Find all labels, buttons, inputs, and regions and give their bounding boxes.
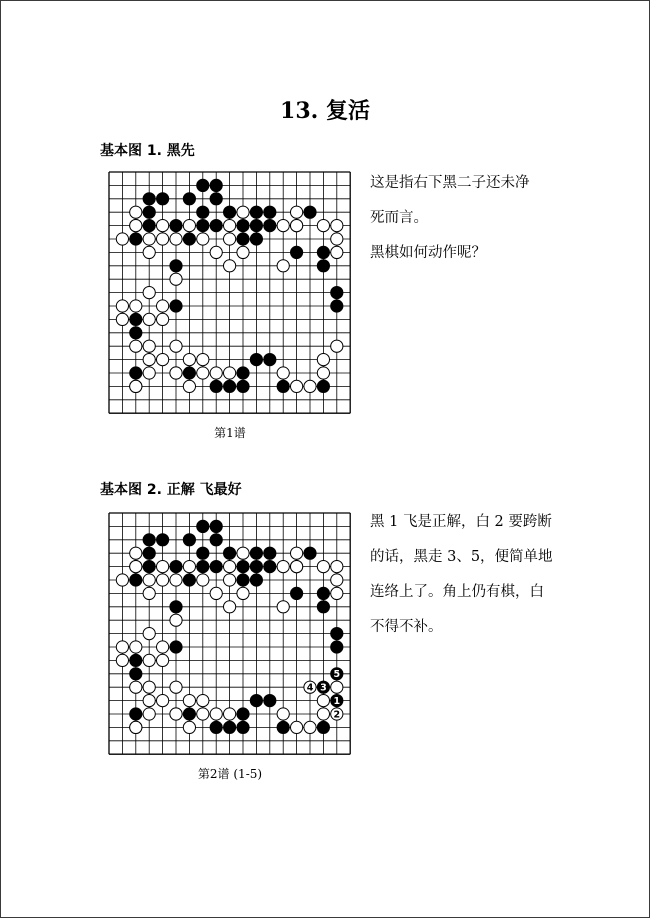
white-stone bbox=[224, 233, 236, 245]
black-stone bbox=[317, 587, 329, 599]
white-stone bbox=[170, 367, 182, 379]
white-stone bbox=[331, 681, 343, 693]
black-stone bbox=[331, 628, 343, 640]
white-stone bbox=[331, 561, 343, 573]
description-line: 黑棋如何动作呢？ bbox=[370, 245, 486, 261]
white-stone bbox=[331, 574, 343, 586]
black-stone bbox=[237, 380, 249, 392]
black-stone bbox=[210, 179, 222, 191]
white-stone bbox=[331, 587, 343, 599]
description-line: 的话，黑走 3、5，便简单地 bbox=[370, 549, 553, 565]
black-stone bbox=[237, 708, 249, 720]
white-stone bbox=[143, 628, 155, 640]
white-stone bbox=[224, 260, 236, 272]
black-stone bbox=[237, 233, 249, 245]
black-stone bbox=[183, 708, 195, 720]
white-stone bbox=[183, 721, 195, 733]
black-stone bbox=[250, 695, 262, 707]
black-stone bbox=[143, 534, 155, 546]
white-stone bbox=[331, 220, 343, 232]
white-stone bbox=[291, 380, 303, 392]
black-stone bbox=[264, 547, 276, 559]
diagram-2-caption: 第2谱 (1-5) bbox=[197, 767, 263, 781]
white-stone bbox=[224, 561, 236, 573]
black-stone bbox=[237, 367, 249, 379]
white-stone bbox=[183, 380, 195, 392]
black-stone bbox=[197, 520, 209, 532]
white-stone bbox=[143, 246, 155, 258]
go-board-diagram-1 bbox=[108, 171, 352, 415]
move-number-label: 5 bbox=[333, 669, 341, 681]
white-stone bbox=[224, 220, 236, 232]
black-stone bbox=[130, 654, 142, 666]
white-stone bbox=[130, 681, 142, 693]
black-stone bbox=[264, 695, 276, 707]
white-stone bbox=[170, 708, 182, 720]
black-stone bbox=[130, 668, 142, 680]
white-stone bbox=[130, 340, 142, 352]
black-stone bbox=[264, 220, 276, 232]
white-stone bbox=[183, 561, 195, 573]
white-stone bbox=[224, 601, 236, 613]
white-stone bbox=[237, 587, 249, 599]
white-stone bbox=[317, 708, 329, 720]
black-stone bbox=[210, 193, 222, 205]
white-stone bbox=[143, 654, 155, 666]
white-stone bbox=[224, 708, 236, 720]
white-stone bbox=[130, 220, 142, 232]
white-stone bbox=[143, 313, 155, 325]
white-stone bbox=[291, 721, 303, 733]
black-stone bbox=[143, 206, 155, 218]
diagram-1-caption: 第1谱 bbox=[214, 426, 246, 440]
black-stone bbox=[210, 721, 222, 733]
black-stone bbox=[317, 380, 329, 392]
black-stone bbox=[291, 246, 303, 258]
black-stone bbox=[224, 380, 236, 392]
white-stone bbox=[317, 220, 329, 232]
white-stone bbox=[331, 246, 343, 258]
white-stone bbox=[317, 354, 329, 366]
description-line: 这是指右下黑二子还未净 bbox=[370, 175, 530, 191]
white-stone bbox=[197, 708, 209, 720]
white-stone bbox=[157, 561, 169, 573]
black-stone bbox=[317, 601, 329, 613]
description-line: 连络上了。角上仍有棋，白 bbox=[370, 584, 544, 600]
white-stone bbox=[116, 574, 128, 586]
black-stone bbox=[183, 534, 195, 546]
black-stone bbox=[130, 233, 142, 245]
white-stone bbox=[291, 561, 303, 573]
black-stone bbox=[143, 547, 155, 559]
black-stone bbox=[170, 300, 182, 312]
black-stone bbox=[250, 206, 262, 218]
black-stone bbox=[317, 721, 329, 733]
black-stone bbox=[210, 520, 222, 532]
black-stone bbox=[130, 313, 142, 325]
white-stone bbox=[157, 233, 169, 245]
white-stone bbox=[130, 721, 142, 733]
white-stone bbox=[143, 233, 155, 245]
black-stone bbox=[170, 220, 182, 232]
white-stone bbox=[224, 574, 236, 586]
white-stone bbox=[116, 233, 128, 245]
black-stone bbox=[277, 721, 289, 733]
black-stone bbox=[197, 179, 209, 191]
black-stone bbox=[250, 354, 262, 366]
white-stone bbox=[143, 354, 155, 366]
white-stone bbox=[224, 367, 236, 379]
black-stone bbox=[210, 534, 222, 546]
white-stone bbox=[157, 695, 169, 707]
black-stone bbox=[170, 260, 182, 272]
white-stone bbox=[143, 287, 155, 299]
black-stone bbox=[237, 220, 249, 232]
white-stone bbox=[143, 574, 155, 586]
white-stone bbox=[210, 708, 222, 720]
white-stone bbox=[170, 681, 182, 693]
black-stone bbox=[277, 380, 289, 392]
black-stone bbox=[224, 547, 236, 559]
white-stone bbox=[197, 574, 209, 586]
black-stone bbox=[304, 206, 316, 218]
white-stone bbox=[157, 641, 169, 653]
white-stone bbox=[317, 367, 329, 379]
white-stone bbox=[197, 367, 209, 379]
black-stone bbox=[197, 220, 209, 232]
move-number-label: 1 bbox=[333, 696, 341, 707]
white-stone bbox=[130, 380, 142, 392]
white-stone bbox=[143, 367, 155, 379]
black-stone bbox=[170, 601, 182, 613]
description-line: 黑 1 飞是正解，白 2 要跨断 bbox=[370, 514, 552, 530]
black-stone bbox=[264, 354, 276, 366]
page-title: 13. 复活 bbox=[280, 98, 370, 124]
black-stone bbox=[331, 641, 343, 653]
white-stone bbox=[116, 313, 128, 325]
description-line: 不得不补。 bbox=[370, 619, 443, 635]
white-stone bbox=[210, 367, 222, 379]
black-stone bbox=[143, 561, 155, 573]
white-stone bbox=[116, 654, 128, 666]
black-stone bbox=[264, 561, 276, 573]
black-stone bbox=[197, 561, 209, 573]
go-board-diagram-2 bbox=[108, 512, 352, 756]
black-stone bbox=[237, 721, 249, 733]
white-stone bbox=[291, 547, 303, 559]
black-stone bbox=[331, 287, 343, 299]
white-stone bbox=[210, 246, 222, 258]
white-stone bbox=[277, 367, 289, 379]
black-stone bbox=[250, 220, 262, 232]
white-stone bbox=[237, 206, 249, 218]
white-stone bbox=[143, 587, 155, 599]
white-stone bbox=[170, 233, 182, 245]
white-stone bbox=[291, 220, 303, 232]
white-stone bbox=[197, 695, 209, 707]
black-stone bbox=[250, 233, 262, 245]
white-stone bbox=[237, 246, 249, 258]
black-stone bbox=[224, 721, 236, 733]
white-stone bbox=[210, 587, 222, 599]
black-stone bbox=[237, 561, 249, 573]
white-stone bbox=[304, 380, 316, 392]
black-stone bbox=[183, 193, 195, 205]
white-stone bbox=[130, 547, 142, 559]
white-stone bbox=[291, 206, 303, 218]
black-stone bbox=[210, 561, 222, 573]
white-stone bbox=[143, 708, 155, 720]
black-stone bbox=[143, 193, 155, 205]
white-stone bbox=[130, 641, 142, 653]
black-stone bbox=[250, 547, 262, 559]
white-stone bbox=[317, 561, 329, 573]
white-stone bbox=[277, 220, 289, 232]
problem-2-description bbox=[370, 505, 570, 645]
black-stone bbox=[264, 206, 276, 218]
black-stone bbox=[143, 220, 155, 232]
white-stone bbox=[331, 340, 343, 352]
white-stone bbox=[143, 340, 155, 352]
white-stone bbox=[170, 273, 182, 285]
white-stone bbox=[157, 300, 169, 312]
white-stone bbox=[157, 313, 169, 325]
black-stone bbox=[317, 260, 329, 272]
black-stone bbox=[157, 193, 169, 205]
move-number-label: 3 bbox=[320, 682, 327, 694]
black-stone bbox=[170, 561, 182, 573]
white-stone bbox=[197, 233, 209, 245]
black-stone bbox=[170, 641, 182, 653]
white-stone bbox=[183, 220, 195, 232]
white-stone bbox=[170, 340, 182, 352]
white-stone bbox=[277, 561, 289, 573]
black-stone bbox=[224, 206, 236, 218]
black-stone bbox=[237, 574, 249, 586]
black-stone bbox=[304, 547, 316, 559]
black-stone bbox=[197, 547, 209, 559]
black-stone bbox=[250, 561, 262, 573]
move-number-label: 4 bbox=[306, 682, 314, 694]
white-stone bbox=[130, 206, 142, 218]
white-stone bbox=[277, 601, 289, 613]
white-stone bbox=[130, 561, 142, 573]
problem-2-heading: 基本图 2. 正解 飞最好 bbox=[100, 482, 242, 498]
white-stone bbox=[157, 654, 169, 666]
black-stone bbox=[291, 587, 303, 599]
black-stone bbox=[331, 300, 343, 312]
black-stone bbox=[130, 327, 142, 339]
white-stone bbox=[116, 641, 128, 653]
white-stone bbox=[331, 233, 343, 245]
white-stone bbox=[197, 354, 209, 366]
white-stone bbox=[277, 260, 289, 272]
black-stone bbox=[317, 246, 329, 258]
black-stone bbox=[183, 574, 195, 586]
black-stone bbox=[130, 574, 142, 586]
black-stone bbox=[130, 708, 142, 720]
white-stone bbox=[277, 708, 289, 720]
white-stone bbox=[157, 220, 169, 232]
description-line: 死而言。 bbox=[370, 210, 428, 226]
white-stone bbox=[170, 614, 182, 626]
white-stone bbox=[157, 354, 169, 366]
black-stone bbox=[157, 534, 169, 546]
white-stone bbox=[237, 547, 249, 559]
black-stone bbox=[210, 220, 222, 232]
black-stone bbox=[130, 367, 142, 379]
white-stone bbox=[143, 695, 155, 707]
black-stone bbox=[250, 574, 262, 586]
problem-1-heading: 基本图 1. 黑先 bbox=[100, 143, 195, 159]
black-stone bbox=[210, 380, 222, 392]
white-stone bbox=[157, 574, 169, 586]
white-stone bbox=[304, 721, 316, 733]
move-number-label: 2 bbox=[333, 709, 341, 721]
white-stone bbox=[183, 354, 195, 366]
white-stone bbox=[143, 681, 155, 693]
white-stone bbox=[317, 695, 329, 707]
black-stone bbox=[183, 367, 195, 379]
white-stone bbox=[183, 695, 195, 707]
black-stone bbox=[183, 233, 195, 245]
black-stone bbox=[197, 206, 209, 218]
white-stone bbox=[170, 574, 182, 586]
white-stone bbox=[116, 300, 128, 312]
problem-1-description bbox=[370, 166, 570, 271]
white-stone bbox=[130, 300, 142, 312]
